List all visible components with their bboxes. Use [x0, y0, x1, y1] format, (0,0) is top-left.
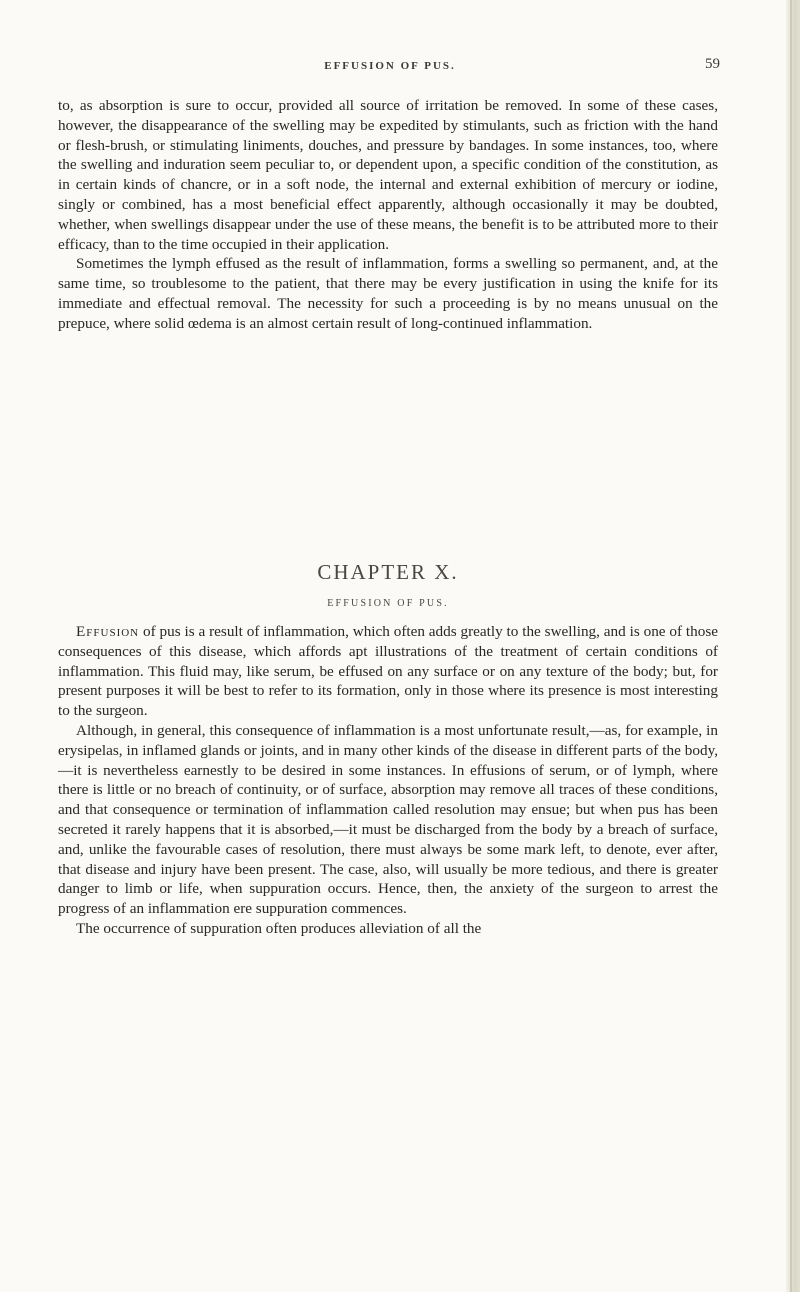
- lead-word: Effusion: [76, 623, 140, 640]
- paragraph: [58, 622, 718, 721]
- page-number: 59: [705, 56, 720, 72]
- paragraph: Sometimes the lymph effused as the result of inflammation, forms a swelling so permanent, and, at the same time, so troublesome to the patient, that there may be every justification in using the knife for its immediate and effectual removal. The necessity for such a proceeding is by no means unusual on the prepuce, where solid œdema is an almost certain result of long-continued inflammation.: [58, 255, 718, 332]
- paragraph: to, as absorption is sure to occur, provided all source of irritation be removed. In some of these cases, however, the disappearance of the swelling may be expedited by stimulants, such as friction with the hand or flesh-brush, or stimulating liniments, douches, and pressure by bandages. In some instances, too, where the swelling and induration seem peculiar to, or dependent upon, a specific condition of the constitution, as in certain kinds of chancre, or in a soft node, the internal and external exhibition of mercury or iodine, singly or combined, has a most beneficial effect apparently, although occasionally it may be doubted, whether, when swellings disappear under the use of these means, the benefit is to be attributed more to their efficacy, than to the time occupied in their application.: [58, 97, 718, 253]
- continued-text: [58, 96, 718, 334]
- paragraph-rest: of pus is a result of inflammation, which often adds greatly to the swelling, and is one of those consequences of this disease, which affords apt illustrations of the treatment of certain conditions of inflammation. This fluid may, like serum, be effused on any surface or on any texture of the body; but, for present purposes it will be best to refer to its formation, only in those where its presence is most interesting to the surgeon.: [58, 623, 718, 720]
- running-head: [60, 54, 720, 78]
- paragraph: The occurrence of suppuration often produces alleviation of all the: [76, 919, 482, 937]
- chapter-text: [58, 622, 718, 939]
- page-edge: [786, 0, 800, 1292]
- chapter-heading: CHAPTER X.: [317, 560, 459, 584]
- paragraph: Although, in general, this consequence of inflammation is a most unfortunate result,—as, for example, in erysipelas, in inflamed glands or joints, and in many other kinds of the disease in different parts of the body,—it is nevertheless earnestly to be desired in some instances. In effusions of serum, or of lymph, where there is little or no breach of continuity, or of surface, absorption may remove all traces of these conditions, and that consequence or termination of inflammation called resolution may ensue; but when pus has been secreted it rarely happens that it is absorbed,—it must be discharged from the body by a breach of surface, and, unlike the favourable cases of resolution, there must always be some mark left, to denote, ever after, that disease and injury have been present. The case, also, will usually be more tedious, and there is greater danger to limb or life, when suppuration occurs. Hence, then, the anxiety of the surgeon to arrest the progress of an inflammation ere suppuration commences.: [58, 721, 718, 918]
- chapter-subheading: EFFUSION OF PUS.: [327, 598, 449, 609]
- running-title: EFFUSION OF PUS.: [324, 60, 456, 72]
